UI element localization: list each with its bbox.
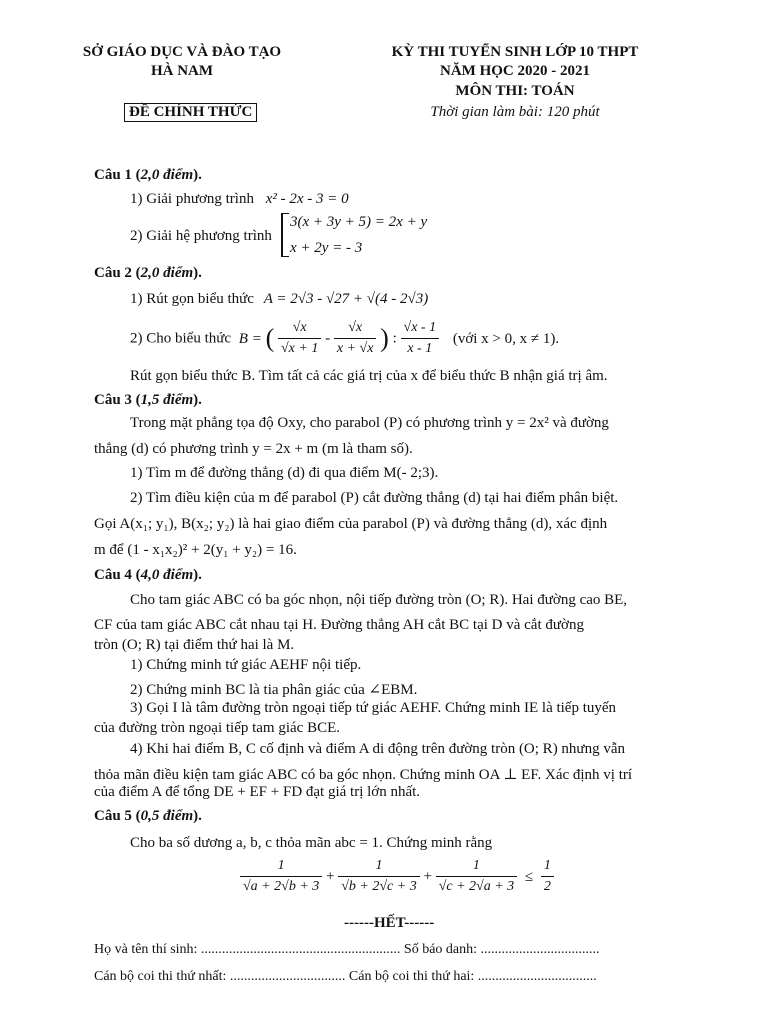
q1-title-start: Câu 1 ( [94, 167, 141, 183]
q4-line4: 1) Chứng minh tứ giác AEHF nội tiếp. [130, 657, 362, 673]
q4-title-end: ). [193, 567, 202, 583]
q4-line7: của đường tròn ngoại tiếp tam giác BCE. [94, 720, 341, 736]
official-badge: ĐỀ CHÍNH THỨC [124, 103, 257, 122]
q2-part1-expression: A = 2√3 - √27 + √(4 - 2√3) [263, 291, 429, 307]
q1-part1-equation: x² - 2x - 3 = 0 [265, 191, 349, 207]
q1-points: 2,0 điểm [140, 167, 194, 183]
q3-line3: 1) Tìm m để đường thẳng (d) đi qua điểm M(- 2;3). [130, 465, 439, 481]
q5-fraction-2: $\frac{1}{√b + 2√c + 3}$ [338, 856, 419, 897]
divide-sign: : [392, 330, 397, 347]
q4-line9: thỏa mãn điều kiện tam giác ABC có ba góc nhọn. Chứng minh OA ⊥ EF. Xác định vị trí [94, 767, 633, 783]
q4-line2: CF của tam giác ABC cắt nhau tại H. Đường thẳng AH cắt BC tại D và cắt đường [94, 617, 584, 633]
q1-part1-label: 1) Giải phương trình [130, 191, 254, 207]
question-5-title [94, 808, 202, 825]
q4-line5: 2) Chứng minh BC là tia phân giác của ∠EBM. [130, 682, 418, 698]
q2-part1-label: 1) Rút gọn biểu thức [130, 291, 254, 307]
end-marker: ------HẾT------ [344, 915, 435, 931]
q4-points: 4,0 điểm [140, 567, 194, 583]
question-4-title [94, 567, 202, 584]
proctor-info-line: Cán bộ coi thi thứ nhất: ................................. Cán bộ coi thi thứ hai: .................................. [94, 969, 597, 984]
q2-fraction-1: $\frac{√x}{√x + 1}$ [278, 318, 321, 359]
school-year: NĂM HỌC 2020 - 2021 [440, 63, 590, 79]
q1-part1 [130, 191, 349, 208]
plus-sign-1: + [326, 868, 335, 885]
q3-points: 1,5 điểm [140, 392, 194, 408]
q2-part3: Rút gọn biểu thức B. Tìm tất cả các giá trị của x để biểu thức B nhận giá trị âm. [130, 368, 608, 384]
right-paren: ) [380, 323, 389, 353]
q2-title-start: Câu 2 ( [94, 265, 141, 281]
q1-system-eq1: 3(x + 3y + 5) = 2x + y [290, 214, 428, 230]
q5-title-start: Câu 5 ( [94, 808, 141, 824]
q4-line1: Cho tam giác ABC có ba góc nhọn, nội tiếp đường tròn (O; R). Hai đường cao BE, [130, 592, 628, 608]
q2-part2 [130, 318, 559, 359]
q2-part2-label: 2) Cho biểu thức [130, 330, 232, 347]
exam-title: KỲ THI TUYỂN SINH LỚP 10 THPT [391, 44, 639, 60]
q2-title-end: ). [193, 265, 202, 281]
q4-line6: 3) Gọi I là tâm đường tròn ngoại tiếp tứ giác AEHF. Chứng minh IE là tiếp tuyến [130, 700, 617, 716]
q5-inequality [240, 856, 554, 897]
q3-line1: Trong mặt phẳng tọa độ Oxy, cho parabol (P) có phương trình y = 2x² và đường [130, 415, 609, 431]
q2-part1 [130, 291, 428, 308]
question-1-title [94, 167, 202, 184]
plus-sign-2: + [423, 868, 432, 885]
left-paren: ( [265, 323, 275, 353]
q3-line5: Gọi A(x₁; y₁), B(x₂; y₂) là hai giao điểm của parabol (P) và đường thẳng (d), xác định [94, 516, 608, 532]
q2-fraction-2: $\frac{√x}{x + √x}$ [334, 318, 377, 359]
system-brace [281, 213, 289, 257]
candidate-info-line: Họ và tên thí sinh: ......................................................... Số báo danh: .................................. [94, 942, 600, 957]
q4-line8: 4) Khi hai điểm B, C cố định và điểm A di động trên đường tròn (O; R) nhưng vẫn [130, 741, 625, 757]
q5-title-end: ). [193, 808, 202, 824]
province-name: HÀ NAM [150, 63, 214, 79]
q1-system-eq2: x + 2y = - 3 [290, 240, 363, 256]
q4-title-start: Câu 4 ( [94, 567, 141, 583]
q3-line2: thẳng (d) có phương trình y = 2x + m (m là tham số). [94, 441, 413, 457]
q2-fraction-3: $\frac{√x - 1}{x - 1}$ [401, 318, 440, 359]
q3-title-start: Câu 3 ( [94, 392, 141, 408]
q2-points: 2,0 điểm [140, 265, 194, 281]
question-3-title [94, 392, 202, 409]
q3-title-end: ). [193, 392, 202, 408]
leq-sign: ≤ [524, 868, 534, 885]
time-limit: Thời gian làm bài: 120 phút [430, 104, 600, 120]
q4-line3: tròn (O; R) tại điểm thứ hai là M. [94, 637, 295, 653]
q2-B-symbol: B = [238, 330, 262, 347]
subject: MÔN THI: TOÁN [455, 83, 575, 99]
q3-line4: 2) Tìm điều kiện của m để parabol (P) cắt đường thẳng (d) tại hai điểm phân biệt. [130, 490, 619, 506]
q3-line6: m để (1 - x₁x₂)² + 2(y₁ + y₂) = 16. [94, 542, 297, 558]
q1-title-end: ). [193, 167, 202, 183]
q5-fraction-1: $\frac{1}{√a + 2√b + 3}$ [240, 856, 322, 897]
q2-condition: (với x > 0, x ≠ 1). [452, 330, 560, 347]
question-2-title [94, 265, 202, 282]
q4-line10: của điểm A để tổng DE + EF + FD đạt giá trị lớn nhất. [94, 784, 421, 800]
minus-sign: - [325, 330, 331, 347]
q5-line1: Cho ba số dương a, b, c thỏa mãn abc = 1. Chứng minh rằng [130, 835, 493, 851]
department-name: SỞ GIÁO DỤC VÀ ĐÀO TẠO [82, 44, 282, 60]
q1-part2-label: 2) Giải hệ phương trình [130, 228, 272, 244]
q5-points: 0,5 điểm [140, 808, 194, 824]
q5-fraction-3: $\frac{1}{√c + 2√a + 3}$ [436, 856, 517, 897]
q5-rhs-fraction: $\frac{1}{2}$ [541, 856, 554, 897]
